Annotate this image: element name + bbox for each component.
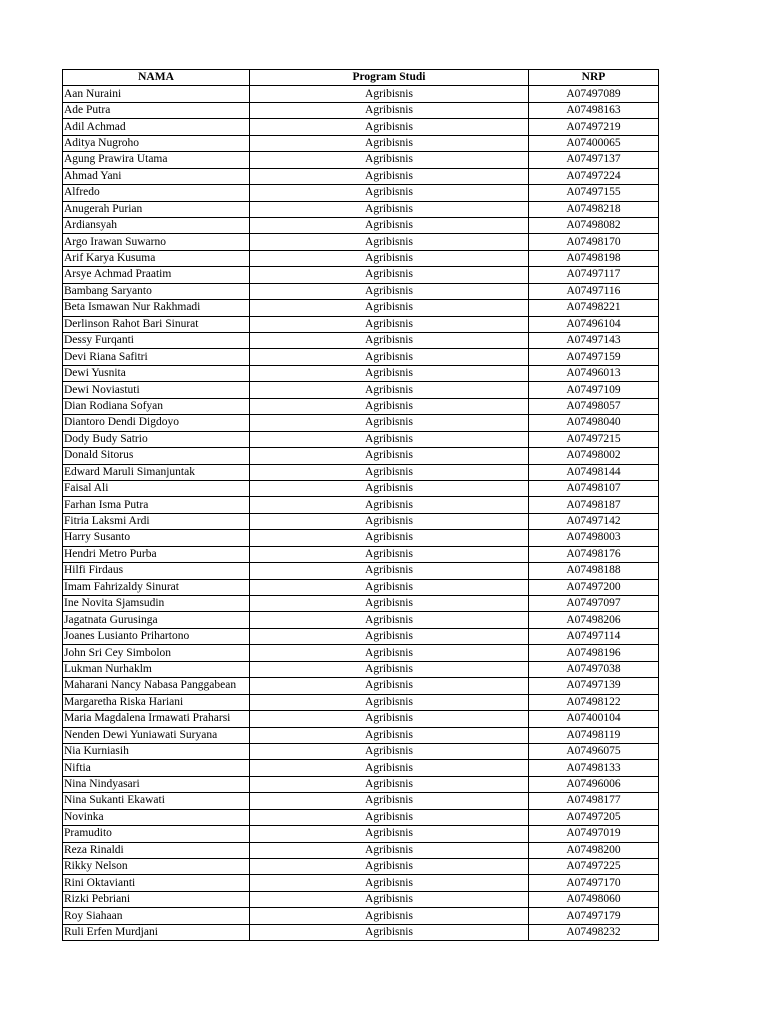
- nrp-cell: A07498221: [529, 300, 659, 316]
- table-row: [63, 415, 659, 431]
- program-studi-cell: Agribisnis: [250, 711, 529, 727]
- table-row: [63, 612, 659, 628]
- program-studi-cell: Agribisnis: [250, 924, 529, 940]
- nama-cell: Edward Maruli Simanjuntak: [63, 464, 250, 480]
- nrp-cell: A07498218: [529, 201, 659, 217]
- nama-cell: Novinka: [63, 809, 250, 825]
- nrp-cell: A07497097: [529, 596, 659, 612]
- table-row: [63, 661, 659, 677]
- nama-cell: Nia Kurniasih: [63, 743, 250, 759]
- nama-cell: Diantoro Dendi Digdoyo: [63, 415, 250, 431]
- nrp-cell: A07497139: [529, 678, 659, 694]
- table-row: [63, 135, 659, 151]
- table-row: [63, 678, 659, 694]
- nrp-cell: A07497205: [529, 809, 659, 825]
- program-studi-cell: Agribisnis: [250, 891, 529, 907]
- nama-cell: Arif Karya Kusuma: [63, 250, 250, 266]
- table-row: [63, 448, 659, 464]
- student-table: [62, 69, 659, 941]
- nrp-cell: A07497114: [529, 628, 659, 644]
- program-studi-cell: Agribisnis: [250, 398, 529, 414]
- table-row: [63, 809, 659, 825]
- nrp-cell: A07497224: [529, 168, 659, 184]
- table-row: [63, 283, 659, 299]
- program-studi-cell: Agribisnis: [250, 579, 529, 595]
- program-studi-cell: Agribisnis: [250, 135, 529, 151]
- nama-cell: Adil Achmad: [63, 119, 250, 135]
- table-row: [63, 826, 659, 842]
- table-row: [63, 185, 659, 201]
- program-studi-cell: Agribisnis: [250, 809, 529, 825]
- header-nama: NAMA: [63, 70, 250, 86]
- nama-cell: Maharani Nancy Nabasa Panggabean: [63, 678, 250, 694]
- program-studi-cell: Agribisnis: [250, 283, 529, 299]
- nama-cell: Dewi Yusnita: [63, 365, 250, 381]
- table-row: [63, 563, 659, 579]
- nrp-cell: A07497109: [529, 382, 659, 398]
- table-row: [63, 250, 659, 266]
- nama-cell: Harry Susanto: [63, 530, 250, 546]
- table-row: [63, 776, 659, 792]
- table-row: [63, 86, 659, 102]
- nama-cell: Dody Budy Satrio: [63, 431, 250, 447]
- table-row: [63, 119, 659, 135]
- nama-cell: Lukman Nurhaklm: [63, 661, 250, 677]
- table-row: [63, 908, 659, 924]
- nama-cell: Pramudito: [63, 826, 250, 842]
- nama-cell: Faisal Ali: [63, 480, 250, 496]
- nrp-cell: A07497155: [529, 185, 659, 201]
- student-table-container: [62, 69, 659, 941]
- table-row: [63, 168, 659, 184]
- program-studi-cell: Agribisnis: [250, 875, 529, 891]
- program-studi-cell: Agribisnis: [250, 365, 529, 381]
- program-studi-cell: Agribisnis: [250, 727, 529, 743]
- table-row: [63, 398, 659, 414]
- table-row: [63, 727, 659, 743]
- nrp-cell: A07498133: [529, 760, 659, 776]
- table-row: [63, 645, 659, 661]
- nrp-cell: A07497137: [529, 152, 659, 168]
- nrp-cell: A07497116: [529, 283, 659, 299]
- program-studi-cell: Agribisnis: [250, 316, 529, 332]
- program-studi-cell: Agribisnis: [250, 842, 529, 858]
- program-studi-cell: Agribisnis: [250, 612, 529, 628]
- nama-cell: Derlinson Rahot Bari Sinurat: [63, 316, 250, 332]
- nrp-cell: A07497225: [529, 859, 659, 875]
- table-row: [63, 431, 659, 447]
- nama-cell: Rini Oktavianti: [63, 875, 250, 891]
- program-studi-cell: Agribisnis: [250, 152, 529, 168]
- nama-cell: Beta Ismawan Nur Rakhmadi: [63, 300, 250, 316]
- nrp-cell: A07497142: [529, 513, 659, 529]
- nrp-cell: A07498119: [529, 727, 659, 743]
- table-row: [63, 513, 659, 529]
- nrp-cell: A07498082: [529, 217, 659, 233]
- nama-cell: Roy Siahaan: [63, 908, 250, 924]
- table-row: [63, 300, 659, 316]
- nrp-cell: A07497219: [529, 119, 659, 135]
- nrp-cell: A07498232: [529, 924, 659, 940]
- nrp-cell: A07497200: [529, 579, 659, 595]
- nama-cell: Aditya Nugroho: [63, 135, 250, 151]
- header-program-studi: Program Studi: [250, 70, 529, 86]
- table-row: [63, 924, 659, 940]
- program-studi-cell: Agribisnis: [250, 464, 529, 480]
- nama-cell: Ahmad Yani: [63, 168, 250, 184]
- table-body: [63, 86, 659, 941]
- nrp-cell: A07498196: [529, 645, 659, 661]
- program-studi-cell: Agribisnis: [250, 86, 529, 102]
- nrp-cell: A07498187: [529, 497, 659, 513]
- program-studi-cell: Agribisnis: [250, 546, 529, 562]
- table-row: [63, 875, 659, 891]
- program-studi-cell: Agribisnis: [250, 628, 529, 644]
- table-row: [63, 546, 659, 562]
- table-row: [63, 694, 659, 710]
- program-studi-cell: Agribisnis: [250, 480, 529, 496]
- program-studi-cell: Agribisnis: [250, 760, 529, 776]
- program-studi-cell: Agribisnis: [250, 793, 529, 809]
- program-studi-cell: Agribisnis: [250, 333, 529, 349]
- program-studi-cell: Agribisnis: [250, 776, 529, 792]
- program-studi-cell: Agribisnis: [250, 908, 529, 924]
- program-studi-cell: Agribisnis: [250, 415, 529, 431]
- nrp-cell: A07497089: [529, 86, 659, 102]
- nrp-cell: A07498060: [529, 891, 659, 907]
- nama-cell: Arsye Achmad Praatim: [63, 267, 250, 283]
- table-row: [63, 480, 659, 496]
- nrp-cell: A07400065: [529, 135, 659, 151]
- nama-cell: Nenden Dewi Yuniawati Suryana: [63, 727, 250, 743]
- nrp-cell: A07497117: [529, 267, 659, 283]
- nama-cell: Ruli Erfen Murdjani: [63, 924, 250, 940]
- nrp-cell: A07498003: [529, 530, 659, 546]
- nama-cell: Farhan Isma Putra: [63, 497, 250, 513]
- nrp-cell: A07498122: [529, 694, 659, 710]
- nama-cell: Dian Rodiana Sofyan: [63, 398, 250, 414]
- program-studi-cell: Agribisnis: [250, 530, 529, 546]
- table-row: [63, 333, 659, 349]
- program-studi-cell: Agribisnis: [250, 349, 529, 365]
- table-row: [63, 152, 659, 168]
- nrp-cell: A07498206: [529, 612, 659, 628]
- nrp-cell: A07498040: [529, 415, 659, 431]
- nrp-cell: A07496006: [529, 776, 659, 792]
- nrp-cell: A07498107: [529, 480, 659, 496]
- nrp-cell: A07498177: [529, 793, 659, 809]
- nama-cell: Agung Prawira Utama: [63, 152, 250, 168]
- program-studi-cell: Agribisnis: [250, 300, 529, 316]
- nama-cell: Aan Nuraini: [63, 86, 250, 102]
- nama-cell: Joanes Lusianto Prihartono: [63, 628, 250, 644]
- program-studi-cell: Agribisnis: [250, 201, 529, 217]
- program-studi-cell: Agribisnis: [250, 267, 529, 283]
- nama-cell: Bambang Saryanto: [63, 283, 250, 299]
- program-studi-cell: Agribisnis: [250, 185, 529, 201]
- nama-cell: Dewi Noviastuti: [63, 382, 250, 398]
- nama-cell: Argo Irawan Suwarno: [63, 234, 250, 250]
- program-studi-cell: Agribisnis: [250, 743, 529, 759]
- program-studi-cell: Agribisnis: [250, 448, 529, 464]
- program-studi-cell: Agribisnis: [250, 234, 529, 250]
- program-studi-cell: Agribisnis: [250, 645, 529, 661]
- program-studi-cell: Agribisnis: [250, 431, 529, 447]
- table-row: [63, 365, 659, 381]
- program-studi-cell: Agribisnis: [250, 382, 529, 398]
- nrp-cell: A07498200: [529, 842, 659, 858]
- table-row: [63, 760, 659, 776]
- nama-cell: Hilfi Firdaus: [63, 563, 250, 579]
- table-row: [63, 579, 659, 595]
- program-studi-cell: Agribisnis: [250, 596, 529, 612]
- nama-cell: John Sri Cey Simbolon: [63, 645, 250, 661]
- program-studi-cell: Agribisnis: [250, 563, 529, 579]
- nama-cell: Rikky Nelson: [63, 859, 250, 875]
- nrp-cell: A07497038: [529, 661, 659, 677]
- nama-cell: Ade Putra: [63, 102, 250, 118]
- table-row: [63, 201, 659, 217]
- table-row: [63, 234, 659, 250]
- nrp-cell: A07496013: [529, 365, 659, 381]
- nrp-cell: A07498002: [529, 448, 659, 464]
- nama-cell: Jagatnata Gurusinga: [63, 612, 250, 628]
- table-row: [63, 711, 659, 727]
- program-studi-cell: Agribisnis: [250, 678, 529, 694]
- nrp-cell: A07497179: [529, 908, 659, 924]
- nrp-cell: A07497159: [529, 349, 659, 365]
- nrp-cell: A07496104: [529, 316, 659, 332]
- nama-cell: Fitria Laksmi Ardi: [63, 513, 250, 529]
- program-studi-cell: Agribisnis: [250, 250, 529, 266]
- table-row: [63, 316, 659, 332]
- table-row: [63, 464, 659, 480]
- table-row: [63, 267, 659, 283]
- nrp-cell: A07497019: [529, 826, 659, 842]
- nama-cell: Anugerah Purian: [63, 201, 250, 217]
- table-row: [63, 859, 659, 875]
- table-row: [63, 891, 659, 907]
- table-row: [63, 628, 659, 644]
- table-row: [63, 349, 659, 365]
- nama-cell: Donald Sitorus: [63, 448, 250, 464]
- table-row: [63, 530, 659, 546]
- nrp-cell: A07400104: [529, 711, 659, 727]
- nrp-cell: A07497170: [529, 875, 659, 891]
- table-row: [63, 793, 659, 809]
- nrp-cell: A07498170: [529, 234, 659, 250]
- table-row: [63, 743, 659, 759]
- nrp-cell: A07497215: [529, 431, 659, 447]
- program-studi-cell: Agribisnis: [250, 513, 529, 529]
- program-studi-cell: Agribisnis: [250, 826, 529, 842]
- program-studi-cell: Agribisnis: [250, 102, 529, 118]
- nama-cell: Alfredo: [63, 185, 250, 201]
- nrp-cell: A07498198: [529, 250, 659, 266]
- program-studi-cell: Agribisnis: [250, 497, 529, 513]
- program-studi-cell: Agribisnis: [250, 119, 529, 135]
- table-row: [63, 217, 659, 233]
- nrp-cell: A07498163: [529, 102, 659, 118]
- nrp-cell: A07498188: [529, 563, 659, 579]
- nama-cell: Devi Riana Safitri: [63, 349, 250, 365]
- table-header-row: [63, 70, 659, 86]
- table-row: [63, 497, 659, 513]
- nrp-cell: A07498057: [529, 398, 659, 414]
- table-row: [63, 596, 659, 612]
- program-studi-cell: Agribisnis: [250, 217, 529, 233]
- nama-cell: Rizki Pebriani: [63, 891, 250, 907]
- nama-cell: Maria Magdalena Irmawati Praharsi: [63, 711, 250, 727]
- nama-cell: Nina Nindyasari: [63, 776, 250, 792]
- header-nrp: NRP: [529, 70, 659, 86]
- nama-cell: Dessy Furqanti: [63, 333, 250, 349]
- nrp-cell: A07498144: [529, 464, 659, 480]
- nama-cell: Ardiansyah: [63, 217, 250, 233]
- program-studi-cell: Agribisnis: [250, 168, 529, 184]
- nama-cell: Ine Novita Sjamsudin: [63, 596, 250, 612]
- table-row: [63, 382, 659, 398]
- nama-cell: Margaretha Riska Hariani: [63, 694, 250, 710]
- nama-cell: Reza Rinaldi: [63, 842, 250, 858]
- table-row: [63, 842, 659, 858]
- nama-cell: Imam Fahrizaldy Sinurat: [63, 579, 250, 595]
- nrp-cell: A07497143: [529, 333, 659, 349]
- nrp-cell: A07498176: [529, 546, 659, 562]
- nama-cell: Hendri Metro Purba: [63, 546, 250, 562]
- table-row: [63, 102, 659, 118]
- nama-cell: Nina Sukanti Ekawati: [63, 793, 250, 809]
- nama-cell: Niftia: [63, 760, 250, 776]
- program-studi-cell: Agribisnis: [250, 694, 529, 710]
- program-studi-cell: Agribisnis: [250, 661, 529, 677]
- nrp-cell: A07496075: [529, 743, 659, 759]
- program-studi-cell: Agribisnis: [250, 859, 529, 875]
